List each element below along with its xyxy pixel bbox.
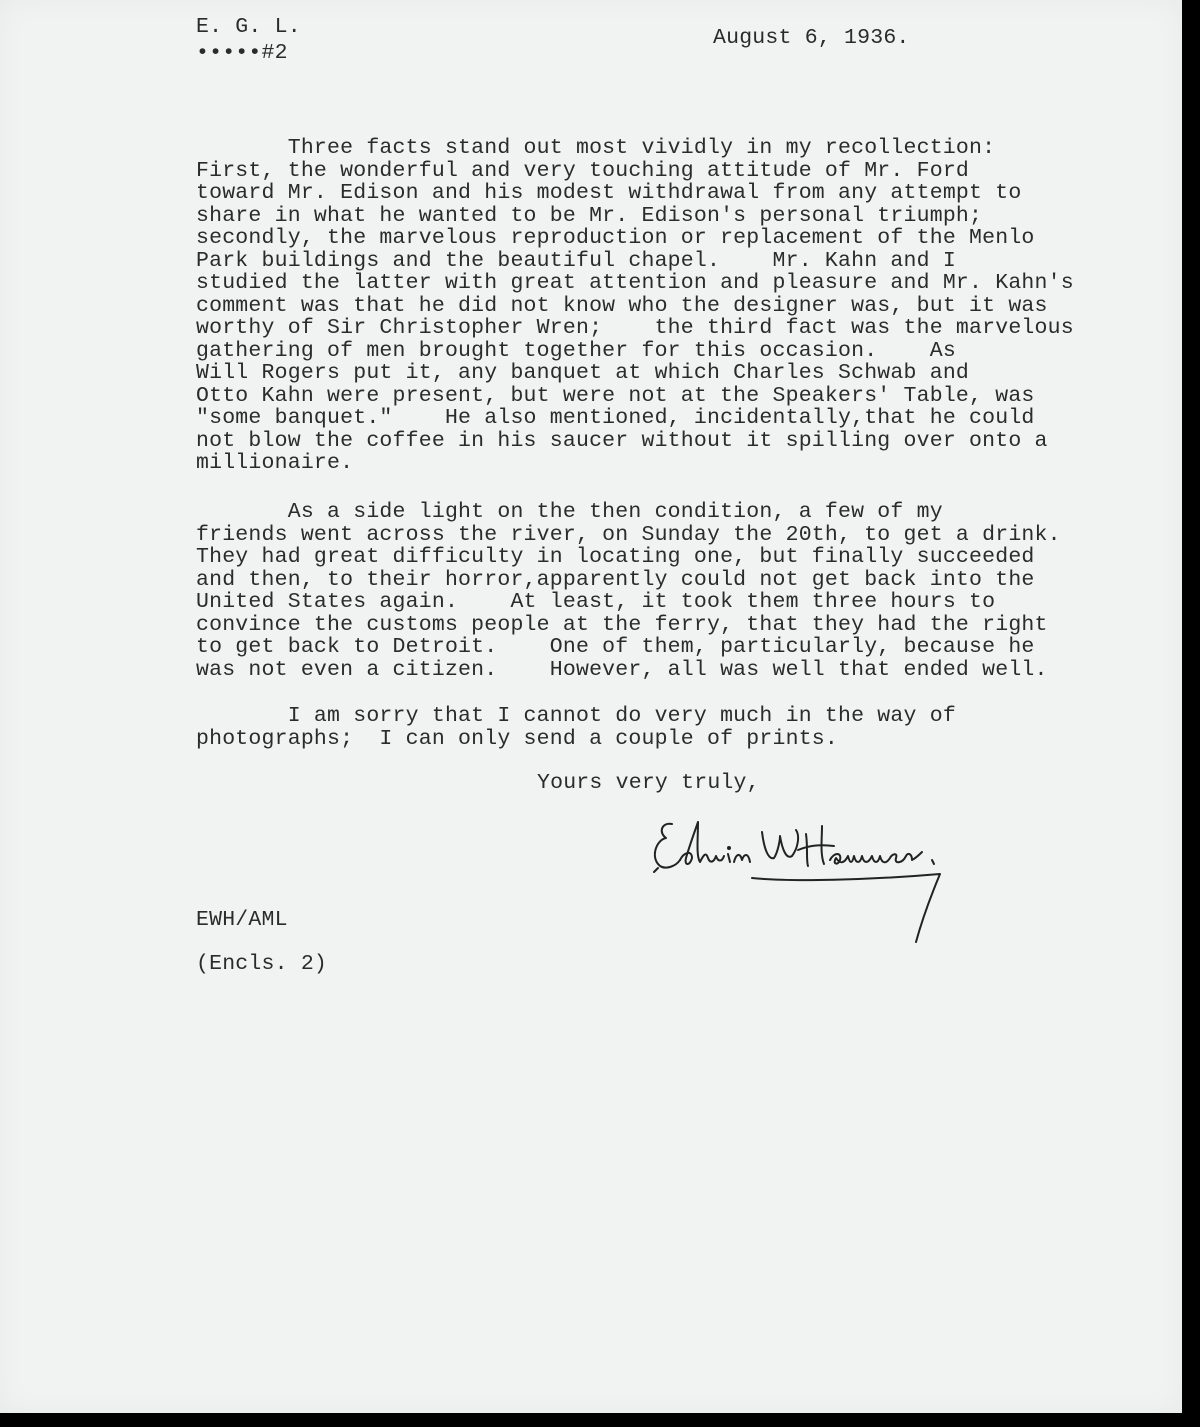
handwritten-signature [640,808,980,958]
enclosures-note: (Encls. 2) [196,952,328,976]
text-line: photographs; I can only send a couple of prints. [196,726,839,751]
typist-initials: EWH/AML [196,908,288,932]
text-line: millionaire. [196,451,354,475]
text-line: not blow the coffee in his saucer without it spilling over onto a [196,428,1048,453]
text-line: share in what he wanted to be Mr. Edison's personal triumph; [196,203,983,228]
text-line: First, the wonderful and very touching attitude of Mr. Ford [196,158,970,183]
text-line: toward Mr. Edison and his modest withdrawal from any attempt to [196,181,1022,205]
text-line: studied the latter with great attention and pleasure and Mr. Kahn's [196,271,1074,295]
text-line: As a side light on the then condition, a few of my [196,500,943,524]
closing-salutation: Yours very truly, [537,771,760,795]
text-line: "some banquet." He also mentioned, incidentally,that he could [196,406,1035,430]
text-line: gathering of men brought together for this occasion. As [196,338,956,363]
reference-initials: E. G. L. [196,15,301,39]
text-line: Otto Kahn were present, but were not at the Speakers' Table, was [196,383,1035,408]
text-line: was not even a citizen. However, all was well that ended well. [196,657,1048,682]
paragraph-photographs [196,705,956,750]
text-line: Will Rogers put it, any banquet at which Charles Schwab and [196,361,970,385]
text-line: worthy of Sir Christopher Wren; the third fact was the marvelous [196,316,1074,340]
paragraph-side-light [196,501,1061,681]
text-line: They had great difficulty in locating one, but finally succeeded [196,545,1035,569]
text-line: United States again. At least, it took them three hours to [196,590,996,614]
text-line: convince the customs people at the ferry, that they had the right [196,612,1048,637]
text-line: and then, to their horror,apparently could not get back into the [196,567,1035,592]
text-line: to get back to Detroit. One of them, particularly, because he [196,635,1035,659]
text-line: Three facts stand out most vividly in my recollection: [196,136,996,160]
paragraph-recollection [196,137,1074,475]
signature-icon [640,808,980,958]
text-line: I am sorry that I cannot do very much in the way of [196,704,956,728]
text-line: friends went across the river, on Sunday the 20th, to get a drink. [196,522,1061,547]
page-number: •••••#2 [196,41,288,65]
text-line: Park buildings and the beautiful chapel. Mr. Kahn and I [196,248,956,273]
letter-date: August 6, 1936. [713,26,910,50]
text-line: comment was that he did not know who the designer was, but it was [196,293,1048,318]
text-line: secondly, the marvelous reproduction or replacement of the Menlo [196,226,1035,250]
